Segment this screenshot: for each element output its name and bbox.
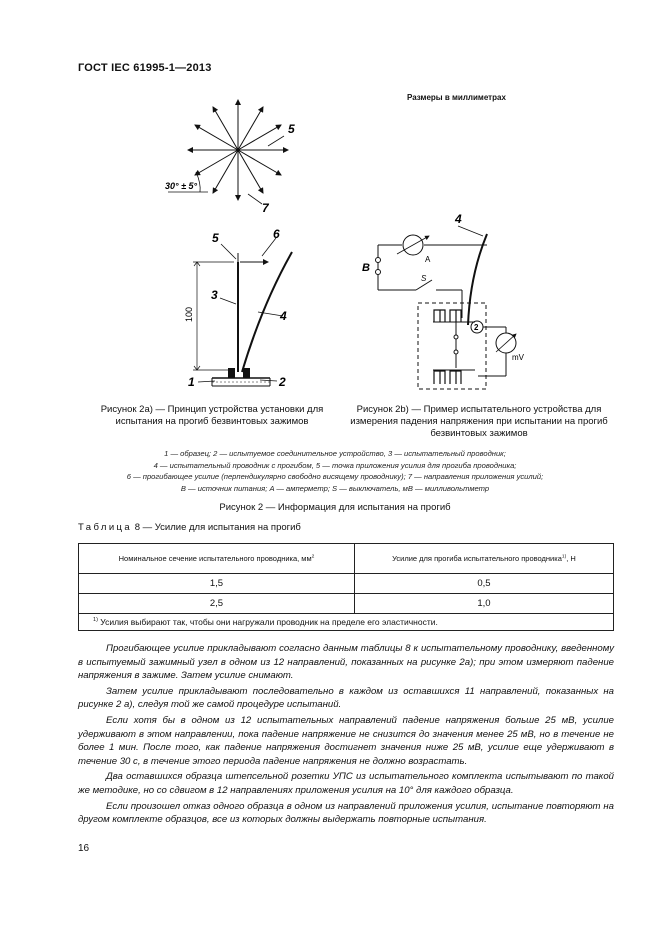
label-millivoltmeter: mV	[512, 353, 524, 362]
test-circuit-drawing	[376, 226, 517, 389]
legend-line: 6 — прогибающее усилие (перпендикулярно свободно висящему проводнику); 7 — направления приложения усилий;	[126, 472, 544, 481]
table-footnote: $^{1)}$ Усилия выбирают так, чтобы они нагружали проводник на пределе его эластичности.	[79, 614, 614, 631]
dimension-100: 100	[184, 306, 194, 322]
label-ammeter: A	[425, 255, 431, 264]
legend-line: 1 — образец; 2 — испытуемое соединительное устройство, 3 — испытательный проводник;	[164, 449, 506, 458]
header-bending-force: Усилие для прогиба испытательного проводника$^{1)}$, Н	[354, 544, 613, 574]
angle-label: 30° ± 5°	[165, 181, 198, 191]
table-title	[78, 522, 301, 533]
cell-section: 1,5	[79, 574, 355, 594]
figure-2-drawing	[0, 0, 661, 400]
cell-section: 2,5	[79, 594, 355, 614]
legend-line: B — источник питания; A — амперметр; S — выключатель, мВ — милливольтметр	[180, 483, 490, 493]
table-footnote-row	[79, 614, 614, 631]
standard-header: ГОСТ IEC 61995-1—2013	[78, 62, 212, 74]
label-3: 3	[211, 288, 218, 302]
paragraph: Прогибающее усилие прикладывают согласно данным таблицы 8 к испытательному проводнику, введенному в испытуемый зажимный узел в одном из 12 направлений, показанных на рисунке 2а); при этом измеряют падение напряжения в зажиме. Затем усилие снимают.	[78, 643, 614, 682]
legend-line: 4 — испытательный проводник с прогибом, 5 — точка приложения усилия для прогиба проводника;	[153, 460, 517, 470]
table-header-row	[79, 544, 614, 574]
paragraph: Затем усилие прикладывают последовательно в каждом из оставшихся 11 направлений, показанных на рисунке 2 а), следуя той же самой процедуре испытаний.	[78, 685, 614, 711]
caption-figure-2b: Рисунок 2b) — Пример испытательного устройства для измерения падения напряжения при испытании на прогиб безвинтовых зажимов	[350, 404, 608, 439]
label-5-star: 5	[288, 122, 295, 136]
paragraph: Два оставшихся образца штепсельной розетки УПС из испытательного комплекта испытывают по такой же методике, но со сдвигом в 12 направлениях приложения усилия на 10° для каждого образца.	[78, 771, 614, 796]
figure-legend	[60, 448, 610, 494]
label-4-circuit: 4	[455, 212, 462, 226]
label-1: 1	[188, 375, 195, 389]
header-cross-section: Номинальное сечение испытательного проводника, $мм^2$	[79, 544, 355, 574]
caption-figure-2a: Рисунок 2a) — Принцип устройства установки для испытания на прогиб безвинтовых зажимов	[100, 404, 324, 427]
label-2: 2	[279, 375, 286, 389]
label-6: 6	[273, 227, 280, 241]
label-4: 4	[280, 309, 287, 323]
table-row	[79, 594, 614, 614]
cell-force: 0,5	[354, 574, 613, 594]
cell-force: 1,0	[354, 594, 613, 614]
label-switch: S	[421, 274, 427, 283]
force-directions-star	[188, 100, 288, 200]
table-title-text: 8 — Усилие для испытания на прогиб	[132, 522, 301, 533]
figure-title: Рисунок 2 — Информация для испытания на прогиб	[219, 502, 451, 513]
force-table	[78, 543, 614, 631]
dimensions-note: Размеры в миллиметрах	[407, 93, 506, 102]
bending-principle-drawing	[193, 238, 292, 386]
label-5: 5	[212, 231, 219, 245]
body-text	[78, 642, 614, 829]
paragraph: Если произошел отказ одного образца в одном из направлений приложения усилия, испытание повторяют на другом комплекте образцов, все из которых должны выдержать повторные испытания.	[78, 800, 614, 826]
table-row	[79, 574, 614, 594]
label-7: 7	[262, 201, 269, 215]
table-title-label: Таблица	[78, 522, 133, 533]
paragraph: Если хотя бы в одном из 12 испытательных направлений падение напряжения больше 25 мВ, усилие удерживают в этом направлении, пока падение напряжение не снизится до значения менее 25 мВ, но в течение не более 1 мин. После того, как падение напряжения достигнет значения ниже 25 мВ, усилие еще удерживают в течение 30 с, в течение этого периода падение напряжения не должно возрастать.	[78, 714, 614, 767]
label-power-source: В	[362, 262, 370, 274]
label-device-2: 2	[474, 323, 479, 332]
page-number: 16	[78, 843, 90, 854]
